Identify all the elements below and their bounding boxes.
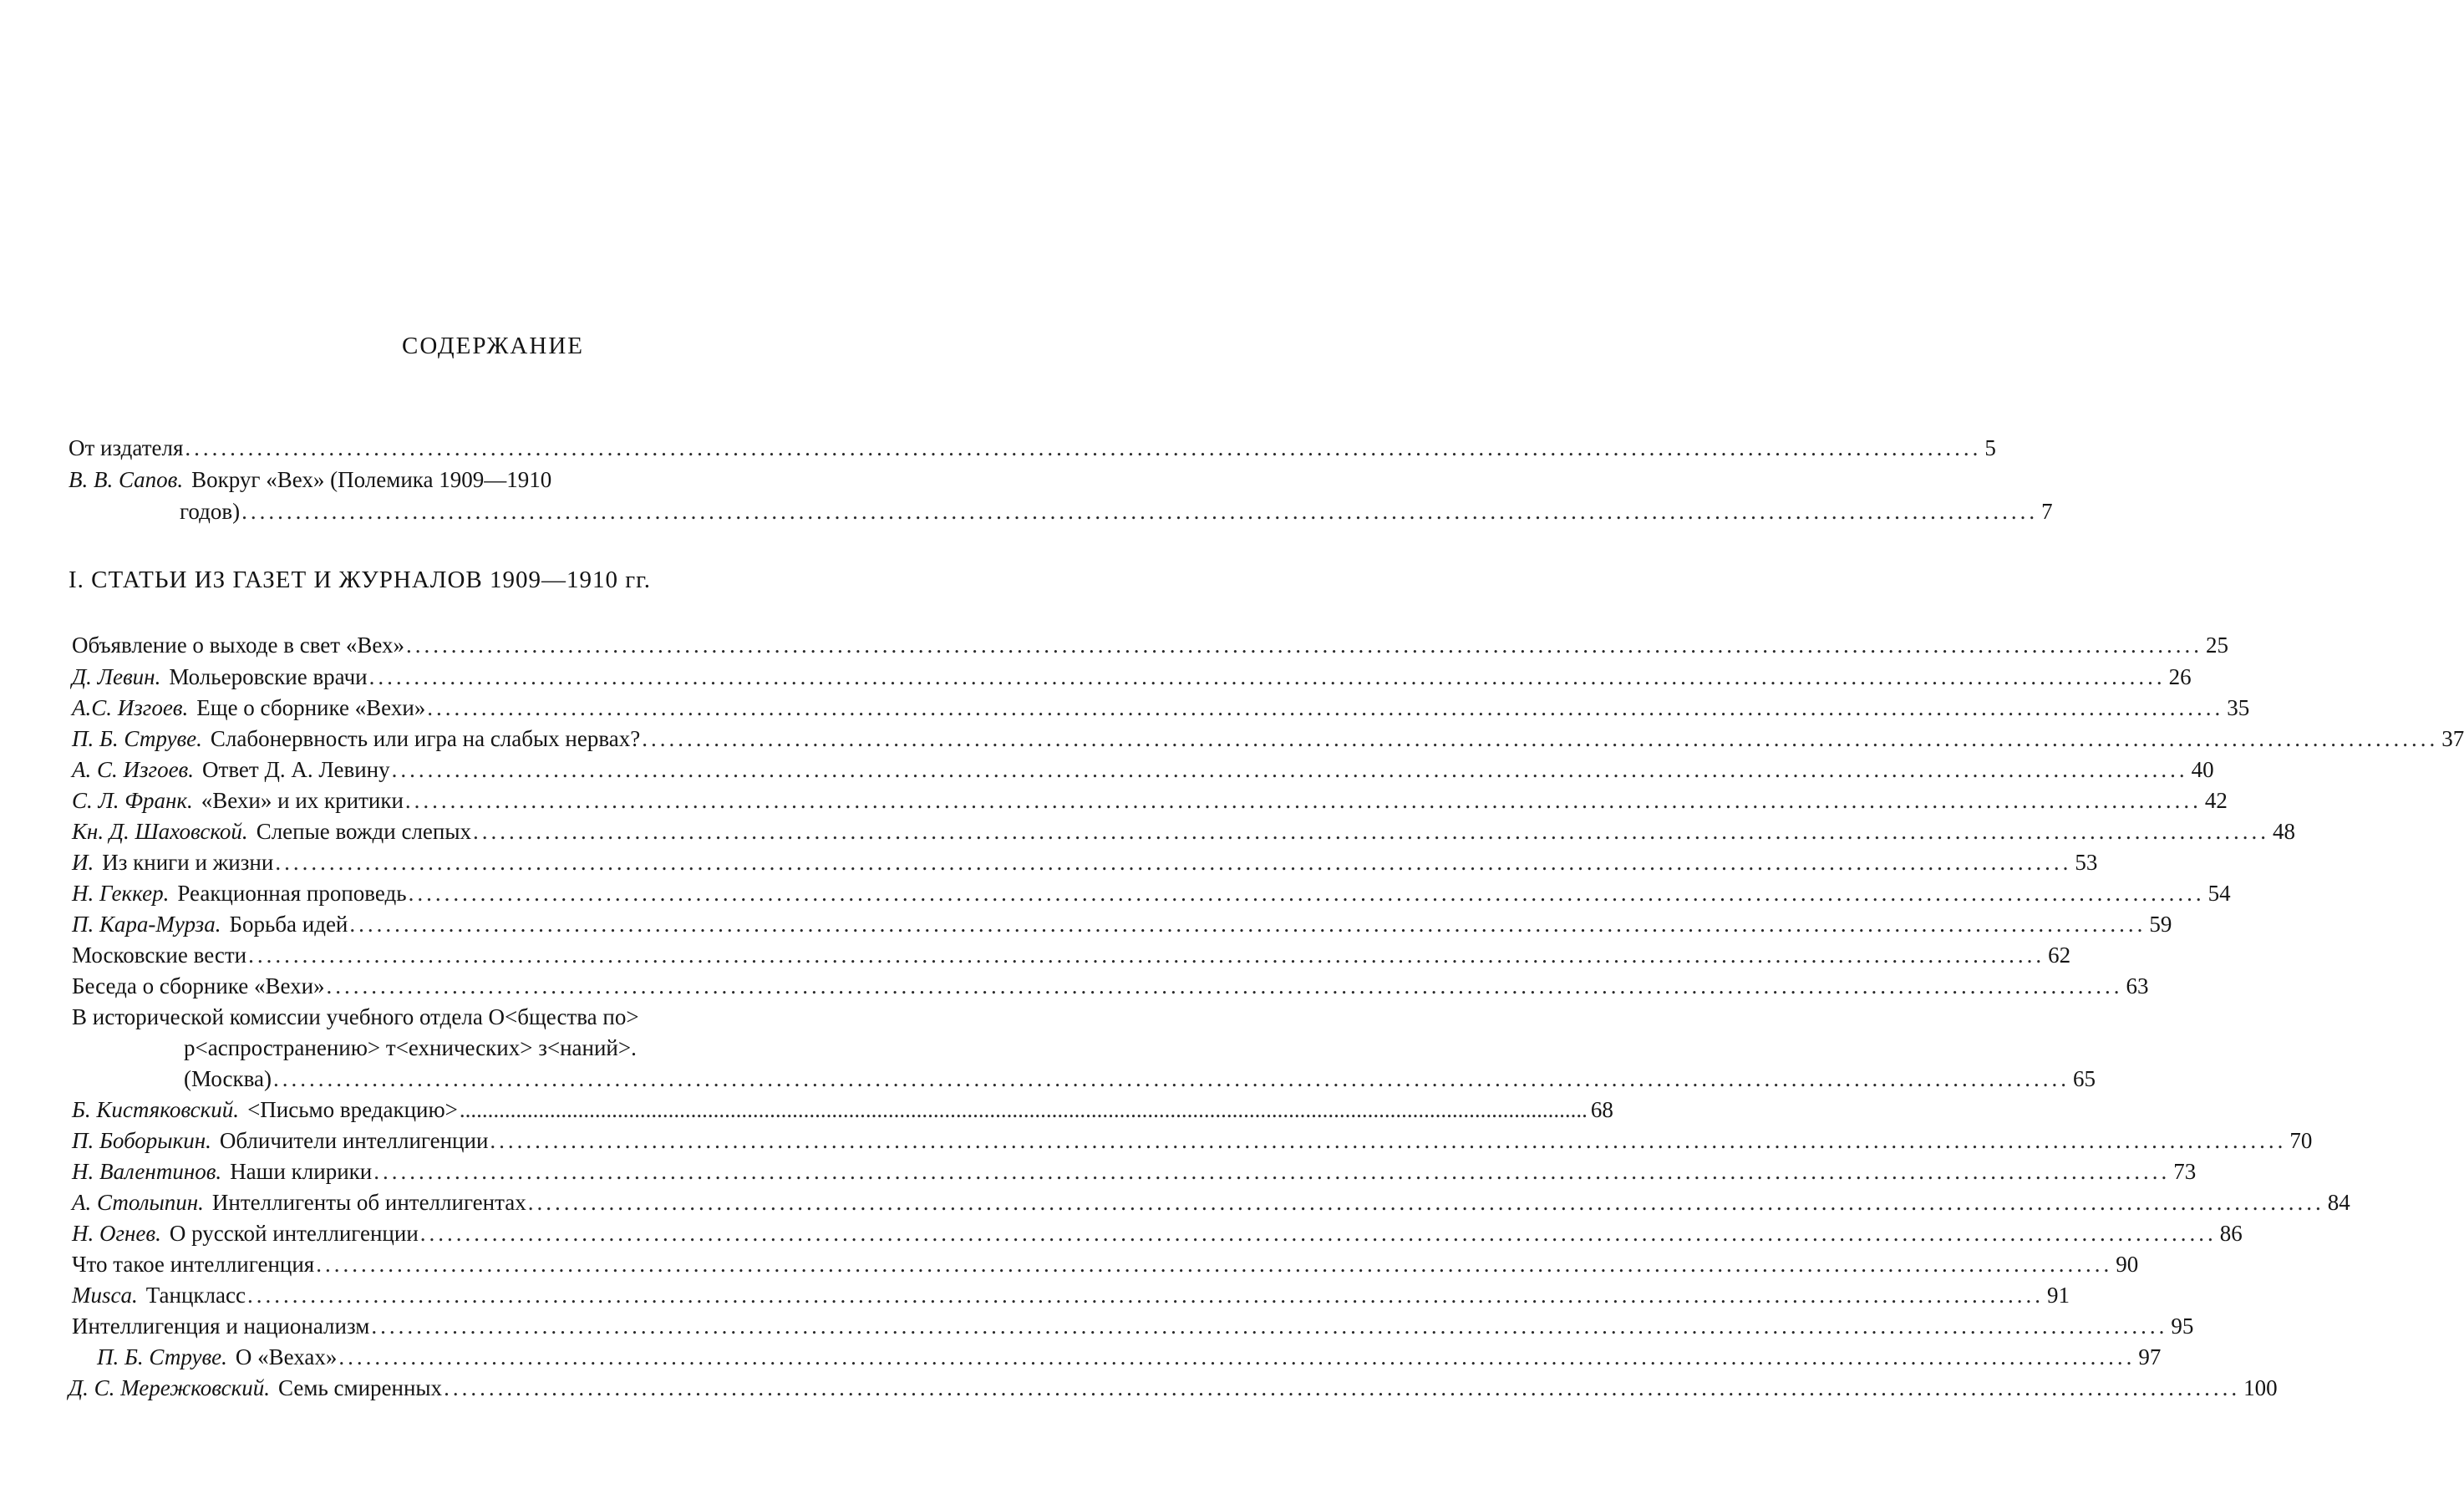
- entry-author: Кн. Д. Шаховской.: [72, 819, 248, 844]
- toc-entry: [97, 1343, 2162, 1371]
- entry-author: П. Боборыкин.: [72, 1128, 211, 1153]
- entry-author: А. Столыпин.: [72, 1190, 204, 1215]
- page-number: 95: [2171, 1313, 2194, 1339]
- leader-dots: ........................................................................................................................................................................................................: [272, 1066, 2070, 1091]
- page-number: 7: [2041, 499, 2053, 524]
- leader-dots: ........................................................................................................................................................................................................: [427, 695, 2224, 720]
- toc-entry-commission-line3: [184, 1064, 2096, 1093]
- toc-entry: [72, 1281, 2070, 1309]
- toc-entry-sapov-line1: [69, 465, 551, 494]
- entry-text: редакцию>: [350, 1097, 458, 1122]
- leader-dots: ........................................................................................................................................................................................................: [371, 1313, 2168, 1339]
- leader-dots: ........................................................................................................................................................................................................: [338, 1344, 2136, 1369]
- page-number: 42: [2204, 788, 2228, 813]
- entry-author: П. Кара-Мурза.: [72, 912, 221, 937]
- toc-entry: [72, 1312, 2194, 1340]
- entry-text: Семь смиренных: [278, 1375, 443, 1400]
- toc-entry: [72, 786, 2228, 815]
- toc-entry-front: [69, 434, 1996, 462]
- leader-dots: ........................................................................................................................................................................................................: [527, 1190, 2324, 1215]
- leader-dots: ........................................................................................................................................................................................................: [419, 1221, 2217, 1246]
- toc-entry: [72, 631, 2228, 659]
- entry-text: О «Вехах»: [235, 1344, 338, 1369]
- toc-entry: [72, 1188, 2350, 1217]
- toc-entry: [72, 1157, 2197, 1186]
- entry-text: Борьба идей: [229, 912, 348, 937]
- toc-entry: [72, 1219, 2243, 1247]
- page-number: 63: [2126, 973, 2149, 998]
- leader-dots: ........................................................................................................................................................................................................: [185, 435, 1982, 460]
- entry-author: П. Б. Струве.: [97, 1344, 227, 1369]
- toc-entry-commission-line2: р<аспространению> т<ехнических> з<наний>.: [184, 1035, 637, 1060]
- section-title: I. СТАТЬИ ИЗ ГАЗЕТ И ЖУРНАЛОВ 1909—1910 гг.: [69, 567, 652, 593]
- entry-text: От издателя: [69, 435, 184, 460]
- toc-entry: [72, 817, 2295, 846]
- leader-dots: ........................................................................................................................................................................................................: [275, 850, 2072, 875]
- entry-author: П. Б. Струве.: [72, 726, 202, 751]
- leader-dots: ........................................................................................................................................................................................................: [391, 757, 2188, 782]
- leader-dots: ........................................................................................................................................................................................................: [246, 1283, 2044, 1308]
- entry-author: Н. Геккер.: [72, 881, 170, 906]
- toc-entry: [72, 694, 2250, 722]
- entry-text: Вокруг «Вех» (Полемика 1909—1910: [191, 467, 552, 492]
- leader-dots: ........................................................................................................................................................................................................: [373, 1159, 2171, 1184]
- toc-entry: [72, 1126, 2313, 1155]
- page-number: 73: [2173, 1159, 2197, 1184]
- entry-author: В. В. Сапов.: [69, 467, 184, 492]
- toc-entry-commission-line1: В исторической комиссии учебного отдела О<бщества по>: [72, 1004, 639, 1029]
- entry-text: Интеллигенция и национализм: [72, 1313, 370, 1339]
- page-number: 90: [2116, 1252, 2139, 1277]
- page-number: 62: [2048, 943, 2071, 968]
- entry-text: Еще о сборнике «Вехи»: [196, 695, 426, 720]
- entry-text: Слепые вожди слепых: [256, 819, 471, 844]
- toc-entry: [72, 724, 2464, 753]
- entry-text: О русской интеллигенции: [169, 1221, 419, 1246]
- entry-text: Ответ Д. А. Левину: [202, 757, 390, 782]
- page-number: 65: [2072, 1066, 2096, 1091]
- page-number: 70: [2289, 1128, 2313, 1153]
- page-number: 97: [2138, 1344, 2162, 1369]
- page-number: 91: [2046, 1283, 2070, 1308]
- entry-text: Из книги и жизни: [102, 850, 274, 875]
- leader-dots: ........................................................................................................................................................................................................: [405, 633, 2202, 658]
- toc-entry: [72, 941, 2071, 969]
- entry-text: Наши клирики: [230, 1159, 373, 1184]
- leader-dots: ........................................................................................................................................................................................................: [241, 499, 2039, 524]
- entry-text: <Письмо в: [247, 1097, 351, 1122]
- page-number: 48: [2273, 819, 2295, 844]
- entry-author: А. С. Изгоев.: [72, 757, 195, 782]
- entry-author: С. Л. Франк.: [72, 788, 193, 813]
- entry-author: Д. Левин.: [72, 664, 161, 689]
- entry-text: Интеллигенты об интеллигентах: [211, 1190, 526, 1215]
- entry-author: Н. Валентинов.: [72, 1159, 222, 1184]
- toc-entry: [72, 848, 2098, 876]
- leader-dots: ........................................................................................................................................................................................................: [368, 664, 2166, 689]
- entry-author: Д. С. Мережковский.: [69, 1375, 271, 1400]
- toc-entry: [72, 910, 2172, 938]
- entry-text: «Вехи» и их критики: [201, 788, 404, 813]
- entry-author: Н. Огнев.: [72, 1221, 161, 1246]
- entry-text: Беседа о сборнике «Вехи»: [72, 973, 325, 998]
- page-number: 84: [2327, 1190, 2350, 1215]
- page-number: 53: [2075, 850, 2098, 875]
- entry-author: И.: [72, 850, 94, 875]
- entry-text: (Москва): [184, 1066, 272, 1091]
- page-title: СОДЕРЖАНИЕ: [402, 333, 584, 359]
- entry-text: Обличители интеллигенции: [219, 1128, 489, 1153]
- entry-text: Объявление о выходе в свет «Вех»: [72, 633, 404, 658]
- leader-dots: ........................................................................................................................................................................................................: [490, 1128, 2287, 1153]
- entry-author: Musca.: [72, 1283, 138, 1308]
- toc-entry-sapov-line2: [180, 497, 2053, 526]
- entry-text: Реакционная проповедь: [177, 881, 407, 906]
- toc-entry: [72, 755, 2214, 784]
- leader-dots: ........................................................................................................................................................................................................: [326, 973, 2123, 998]
- entry-author: Б. Кистяковский.: [72, 1097, 240, 1122]
- entry-text: годов): [180, 499, 241, 524]
- leader-dots: ........................................................................................................................................................................................................: [404, 788, 2202, 813]
- leader-dots: ........................................................................................................................................................................................................: [316, 1252, 2113, 1277]
- page-number: 54: [2207, 881, 2231, 906]
- page-number: 37: [2441, 726, 2464, 751]
- page-number: 35: [2227, 695, 2250, 720]
- entry-text: Мольеровские врачи: [169, 664, 368, 689]
- toc-entry: [72, 879, 2231, 907]
- leader-dots: ........................................................................................................................................................................................................: [459, 1097, 1588, 1122]
- entry-author: А.С. Изгоев.: [72, 695, 189, 720]
- page-number: 5: [1984, 435, 1996, 460]
- page-number: 26: [2168, 664, 2192, 689]
- toc-entry: [72, 663, 2192, 691]
- leader-dots: ........................................................................................................................................................................................................: [444, 1375, 2241, 1400]
- leader-dots: ........................................................................................................................................................................................................: [248, 943, 2045, 968]
- page-number: 100: [2243, 1375, 2278, 1400]
- page-number: 59: [2149, 912, 2172, 937]
- page-number: 40: [2191, 757, 2214, 782]
- toc-entry: [72, 1095, 1613, 1124]
- entry-text: Танцкласс: [145, 1283, 246, 1308]
- page-number: 68: [1590, 1097, 1613, 1122]
- entry-text: Московские вести: [72, 943, 247, 968]
- toc-entry: [72, 972, 2149, 1000]
- toc-entry: [72, 1250, 2139, 1278]
- entry-text: Слабонервность или игра на слабых нервах?: [210, 726, 641, 751]
- leader-dots: ........................................................................................................................................................................................................: [349, 912, 2146, 937]
- toc-entry: [69, 1374, 2278, 1402]
- leader-dots: ........................................................................................................................................................................................................: [408, 881, 2205, 906]
- leader-dots: ........................................................................................................................................................................................................: [473, 819, 2269, 844]
- page-number: 25: [2205, 633, 2228, 658]
- page-number: 86: [2219, 1221, 2243, 1246]
- leader-dots: ........................................................................................................................................................................................................: [642, 726, 2439, 751]
- entry-text: Что такое интеллигенция: [72, 1252, 315, 1277]
